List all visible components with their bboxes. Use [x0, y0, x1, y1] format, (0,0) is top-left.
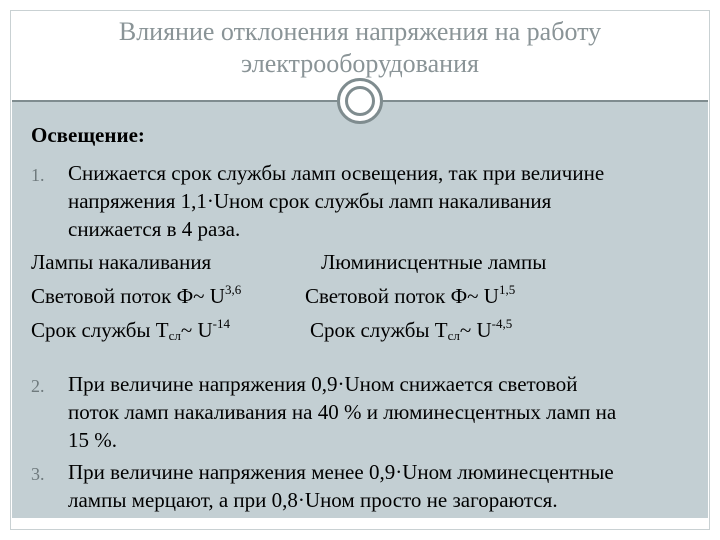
incandescent-life-label: Срок службы Т: [31, 318, 169, 342]
item-number-2: 2.: [31, 376, 45, 396]
item-2-line-1: При величине напряжения 0,9·Uном снижается световой: [68, 372, 578, 396]
section-heading: Освещение:: [31, 123, 145, 147]
item-2-line-2: поток ламп накаливания на 40 % и люминесцентных ламп на: [68, 400, 617, 424]
item-1-line-1: Снижается срок службы ламп освещения, так при величине: [68, 161, 605, 185]
incandescent-life-subscript: сл: [168, 328, 181, 343]
incandescent-life-base: ~ U: [180, 318, 213, 342]
incandescent-flux-exponent: 3,6: [224, 282, 242, 297]
fluorescent-flux: [305, 281, 515, 311]
fluorescent-life-exponent: -4,5: [491, 316, 513, 331]
circle-badge-icon: [337, 78, 383, 124]
item-1-line-3: снижается в 4 раза.: [68, 217, 241, 241]
item-3-line-2: лампы мерцают, а при 0,8·Uном просто не загораются.: [68, 488, 558, 512]
incandescent-header: Лампы накаливания: [31, 250, 212, 274]
slide-title: [12, 16, 708, 80]
item-number-1: 1.: [31, 165, 45, 185]
incandescent-flux: [31, 281, 241, 311]
fluorescent-life: [310, 315, 512, 345]
fluorescent-flux-label: Световой поток Ф~ U: [305, 284, 499, 308]
incandescent-flux-label: Световой поток Ф~ U: [31, 284, 225, 308]
incandescent-life-exponent: -14: [212, 316, 230, 331]
fluorescent-life-label: Срок службы Т: [310, 318, 448, 342]
item-3-line-1: При величине напряжения менее 0,9·Uном люминесцентные: [68, 460, 614, 484]
fluorescent-header: Люминисцентные лампы: [321, 250, 547, 274]
slide-title-line-1: Влияние отклонения напряжения на работу: [118, 17, 602, 46]
slide-title-line-2: электрооборудования: [241, 49, 479, 78]
fluorescent-life-subscript: сл: [447, 328, 460, 343]
item-number-3: 3.: [31, 464, 45, 484]
fluorescent-flux-exponent: 1,5: [498, 282, 516, 297]
item-1-line-2: напряжения 1,1·Uном срок службы ламп накаливания: [68, 189, 552, 213]
incandescent-life: [31, 315, 230, 345]
fluorescent-life-base: ~ U: [459, 318, 492, 342]
item-2-line-3: 15 %.: [68, 428, 117, 452]
